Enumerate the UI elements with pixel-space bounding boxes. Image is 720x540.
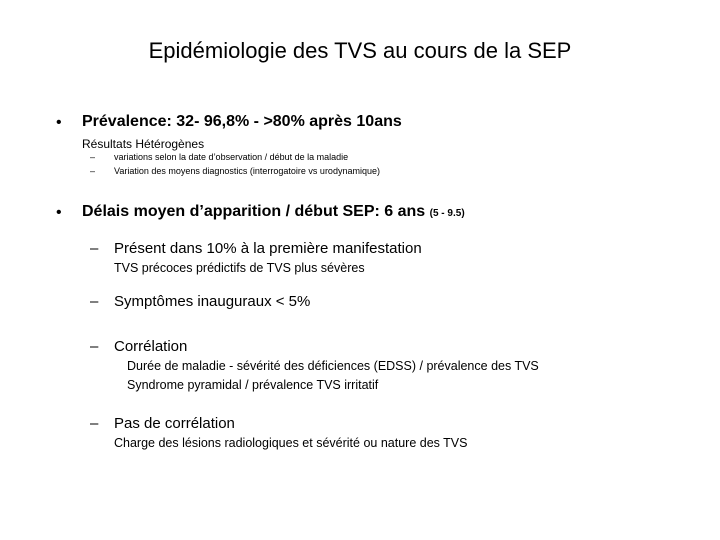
delay-item-detail: Charge des lésions radiologiques et sévérité ou nature des TVS [114, 436, 468, 450]
dash-marker: – [90, 240, 99, 257]
delay-item-label: Corrélation [114, 338, 188, 355]
prevalence-heading: Prévalence: 32- 96,8% - >80% après 10ans [82, 113, 402, 130]
delay-item-detail: TVS précoces prédictifs de TVS plus sévères [114, 261, 365, 275]
dash-marker: – [90, 415, 99, 432]
delay-item-label: Présent dans 10% à la première manifestation [114, 240, 422, 257]
bullet-marker: • [56, 204, 62, 221]
bullet-marker: • [56, 114, 62, 131]
dash-marker: – [90, 152, 96, 162]
dash-marker: – [90, 293, 99, 310]
slide-title: Epidémiologie des TVS au cours de la SEP [148, 38, 572, 63]
delay-heading-text: Délais moyen d’apparition / début SEP: 6 ans [82, 203, 426, 220]
prevalence-item: variations selon la date d’observation / début de la maladie [114, 152, 349, 162]
delay-heading [82, 203, 465, 221]
dash-marker: – [90, 338, 99, 355]
dash-marker: – [90, 166, 96, 176]
delay-item-label: Pas de corrélation [114, 415, 235, 432]
prevalence-item: Variation des moyens diagnostics (interrogatoire vs urodynamique) [114, 166, 380, 176]
prevalence-note: Résultats Hétérogènes [82, 137, 205, 151]
delay-item-detail: Durée de maladie - sévérité des déficiences (EDSS) / prévalence des TVS [127, 359, 539, 373]
delay-item-detail: Syndrome pyramidal / prévalence TVS irritatif [127, 378, 379, 392]
delay-heading-range: (5 - 9.5) [429, 208, 465, 219]
delay-item-label: Symptômes inauguraux < 5% [114, 293, 311, 310]
